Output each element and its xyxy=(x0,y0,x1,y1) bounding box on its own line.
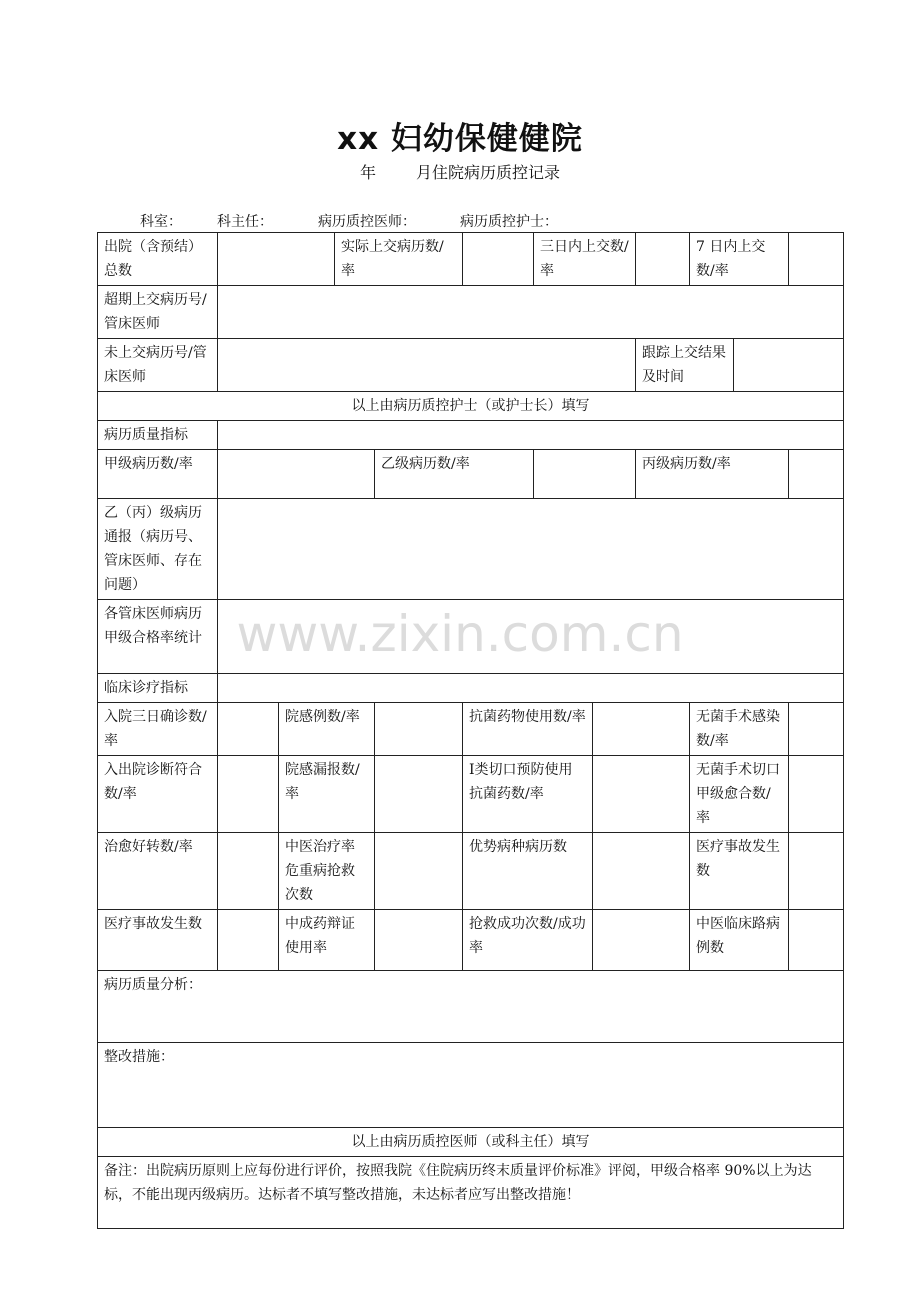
grade-a-label: 甲级病历数/率 xyxy=(98,450,218,499)
clinical-label: 无菌手术感染数/率 xyxy=(690,703,789,756)
quality-analysis-field[interactable]: 病历质量分析： xyxy=(98,971,844,1043)
clinical-label: 院感漏报数/率 xyxy=(279,756,375,833)
clinical-label: 治愈好转数/率 xyxy=(98,833,218,910)
clinical-value[interactable] xyxy=(789,703,844,756)
table-row xyxy=(98,971,844,1043)
clinical-value[interactable] xyxy=(218,910,279,971)
three-day-value[interactable] xyxy=(636,233,690,286)
clinical-indicator-value[interactable] xyxy=(218,674,844,703)
grade-b-value[interactable] xyxy=(534,450,636,499)
overdue-label: 超期上交病历号/管床医师 xyxy=(98,286,218,339)
table-row xyxy=(98,421,844,450)
clinical-value[interactable] xyxy=(375,833,463,910)
clinical-indicator-label: 临床诊疗指标 xyxy=(98,674,218,703)
subtitle-rest: 月住院病历质控记录 xyxy=(416,163,561,182)
remark-text: 备注：出院病历原则上应每份进行评价，按照我院《住院病历终末质量评价标准》评阅，甲级合格率 90%以上为达标，不能出现丙级病历。达标者不填写整改措施，未达标者应写出整改措施！ xyxy=(98,1157,844,1229)
clinical-value[interactable] xyxy=(593,833,690,910)
discharge-total-value[interactable] xyxy=(218,233,335,286)
clinical-label: 医疗事故发生数 xyxy=(98,910,218,971)
table-row xyxy=(98,600,844,674)
three-day-label: 三日内上交数/率 xyxy=(534,233,636,286)
table-row xyxy=(98,674,844,703)
clinical-value[interactable] xyxy=(375,703,463,756)
table-row xyxy=(98,450,844,499)
table-row xyxy=(98,703,844,756)
seven-day-value[interactable] xyxy=(789,233,844,286)
qc-nurse-label: 病历质控护士： xyxy=(460,214,558,230)
table-row xyxy=(98,499,844,600)
table-row xyxy=(98,910,844,971)
measures-field[interactable]: 整改措施： xyxy=(98,1043,844,1128)
clinical-value[interactable] xyxy=(375,756,463,833)
actual-submit-label: 实际上交病历数/率 xyxy=(335,233,463,286)
grade-c-value[interactable] xyxy=(789,450,844,499)
clinical-value[interactable] xyxy=(593,910,690,971)
clinical-label: 抗菌药物使用数/率 xyxy=(463,703,593,756)
clinical-value[interactable] xyxy=(789,756,844,833)
qc-doctor-label: 病历质控医师： xyxy=(318,214,416,230)
not-submitted-value[interactable] xyxy=(218,339,636,392)
nurse-section-footer: 以上由病历质控护士（或护士长）填写 xyxy=(98,392,844,421)
table-row xyxy=(98,1157,844,1229)
watermark: www.zixin.com.cn xyxy=(236,605,684,663)
table-row xyxy=(98,1043,844,1128)
grade-b-label: 乙级病历数/率 xyxy=(375,450,534,499)
clinical-label: 无菌手术切口甲级愈合数/率 xyxy=(690,756,789,833)
dept-label: 科室： xyxy=(140,214,182,230)
clinical-label: 中医临床路病例数 xyxy=(690,910,789,971)
bc-report-value[interactable] xyxy=(218,499,844,600)
table-row xyxy=(98,756,844,833)
subtitle-year: 年 xyxy=(359,163,376,182)
clinical-value[interactable] xyxy=(218,833,279,910)
table-row xyxy=(98,286,844,339)
quality-indicator-label: 病历质量指标 xyxy=(98,421,218,450)
table-row xyxy=(98,1128,844,1157)
table-row xyxy=(98,339,844,392)
bc-report-label: 乙（丙）级病历通报（病历号、管床医师、存在问题） xyxy=(98,499,218,600)
clinical-label: 优势病种病历数 xyxy=(463,833,593,910)
clinical-label: 院感例数/率 xyxy=(279,703,375,756)
clinical-label: 中医治疗率 危重病抢救次数 xyxy=(279,833,375,910)
clinical-value[interactable] xyxy=(218,703,279,756)
clinical-label: 入院三日确诊数/率 xyxy=(98,703,218,756)
table-row xyxy=(98,233,844,286)
table-row xyxy=(98,833,844,910)
clinical-value[interactable] xyxy=(593,756,690,833)
director-label: 科主任： xyxy=(217,214,273,230)
discharge-total-label: 出院（含预结）总数 xyxy=(98,233,218,286)
clinical-label: 抢救成功次数/成功率 xyxy=(463,910,593,971)
clinical-label: 入出院诊断符合数/率 xyxy=(98,756,218,833)
clinical-value[interactable] xyxy=(593,703,690,756)
clinical-value[interactable] xyxy=(375,910,463,971)
qc-record-table xyxy=(97,232,844,1229)
seven-day-label: 7 日内上交数/率 xyxy=(690,233,789,286)
table-row xyxy=(98,392,844,421)
page-title: xx 妇幼保健健院 xyxy=(337,121,583,157)
doctor-section-footer: 以上由病历质控医师（或科主任）填写 xyxy=(98,1128,844,1157)
not-submitted-label: 未上交病历号/管床医师 xyxy=(98,339,218,392)
grade-a-stats-value[interactable] xyxy=(218,600,844,674)
clinical-label: 中成药辩证使用率 xyxy=(279,910,375,971)
clinical-value[interactable] xyxy=(218,756,279,833)
clinical-value[interactable] xyxy=(789,833,844,910)
tracking-label: 跟踪上交结果及时间 xyxy=(636,339,734,392)
page-subtitle xyxy=(0,160,920,183)
grade-a-stats-label: 各管床医师病历甲级合格率统计 xyxy=(98,600,218,674)
actual-submit-value[interactable] xyxy=(463,233,534,286)
overdue-value[interactable] xyxy=(218,286,844,339)
quality-indicator-value[interactable] xyxy=(218,421,844,450)
clinical-label: 医疗事故发生数 xyxy=(690,833,789,910)
clinical-value[interactable] xyxy=(789,910,844,971)
grade-c-label: 丙级病历数/率 xyxy=(636,450,789,499)
grade-a-value[interactable] xyxy=(218,450,375,499)
clinical-label: Ⅰ类切口预防使用抗菌药数/率 xyxy=(463,756,593,833)
tracking-value[interactable] xyxy=(734,339,844,392)
